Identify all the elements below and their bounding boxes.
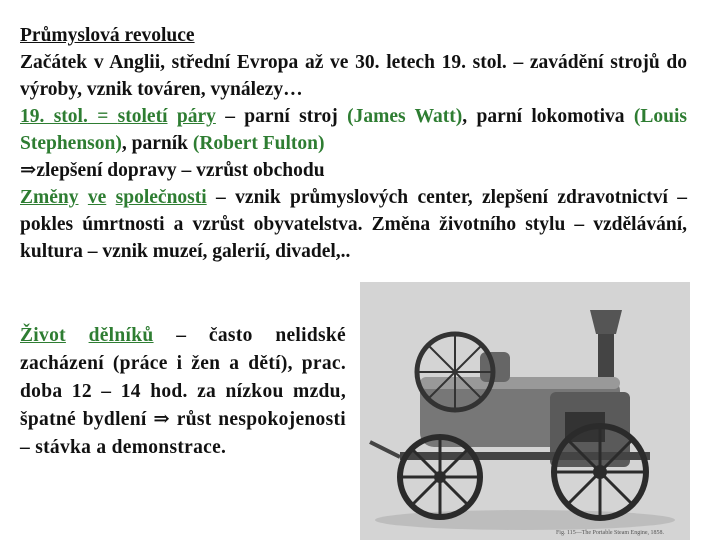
society-lead-b: ve bbox=[87, 187, 107, 208]
society-text: – vznik průmyslových center, zlepšení zdravotnictví – pokles úmrtnosti a vzrůst obyvatelstva. Změna životního stylu – vzdělávání, kultura – vznik muzeí, galerií, divadel,.. bbox=[20, 187, 687, 262]
stephenson-paren: (Louis Stephenson) bbox=[20, 106, 688, 154]
workers-lead-a: Život bbox=[20, 325, 66, 346]
steam-lead-b: století bbox=[117, 106, 168, 127]
workers-text1: – často nelidské zacházení (práce i žen a dětí), prac. doba 12 – 14 hod. za nízkou mzdu, špatné bydlení bbox=[20, 325, 346, 430]
intro-paragraph: Začátek v Anglii, střední Evropa až ve 30. letech 19. stol. – zavádění strojů do výroby, vznik továren, vynálezy… bbox=[20, 52, 687, 100]
workers-paragraph bbox=[20, 322, 346, 462]
fulton-paren: (Robert Fulton) bbox=[192, 133, 325, 154]
steam-lead-a: 19. stol. bbox=[20, 106, 88, 127]
steam-mid2: , parník bbox=[121, 133, 193, 154]
slide-title: Průmyslová revoluce bbox=[20, 25, 195, 46]
steam-mid1: , parní lokomotiva bbox=[462, 106, 634, 127]
implies-arrow-icon: ⇒ bbox=[20, 160, 37, 181]
steam-lead-eq: = bbox=[87, 106, 118, 127]
society-lead-c: společnosti bbox=[115, 187, 207, 208]
implies-arrow-icon: ⇒ bbox=[153, 409, 170, 430]
steam-paragraph bbox=[20, 103, 687, 184]
workers-text2: růst nespokojenosti – stávka a demonstrace. bbox=[20, 409, 347, 458]
steam-tail: zlepšení dopravy – vzrůst obchodu bbox=[36, 160, 325, 181]
upper-text-block bbox=[20, 22, 687, 265]
workers-lead-b: dělníků bbox=[88, 325, 154, 346]
steam-dash: – parní stroj bbox=[215, 106, 348, 127]
steam-engine-picture bbox=[360, 282, 690, 540]
society-paragraph bbox=[20, 184, 687, 265]
picture-caption: Fig. 115—The Portable Steam Engine, 1858. bbox=[555, 530, 665, 536]
society-lead-a: Změny bbox=[20, 187, 79, 208]
watt-paren: (James Watt) bbox=[347, 106, 463, 127]
steam-lead-c: páry bbox=[176, 106, 216, 127]
steam-engine-illustration bbox=[360, 282, 690, 540]
